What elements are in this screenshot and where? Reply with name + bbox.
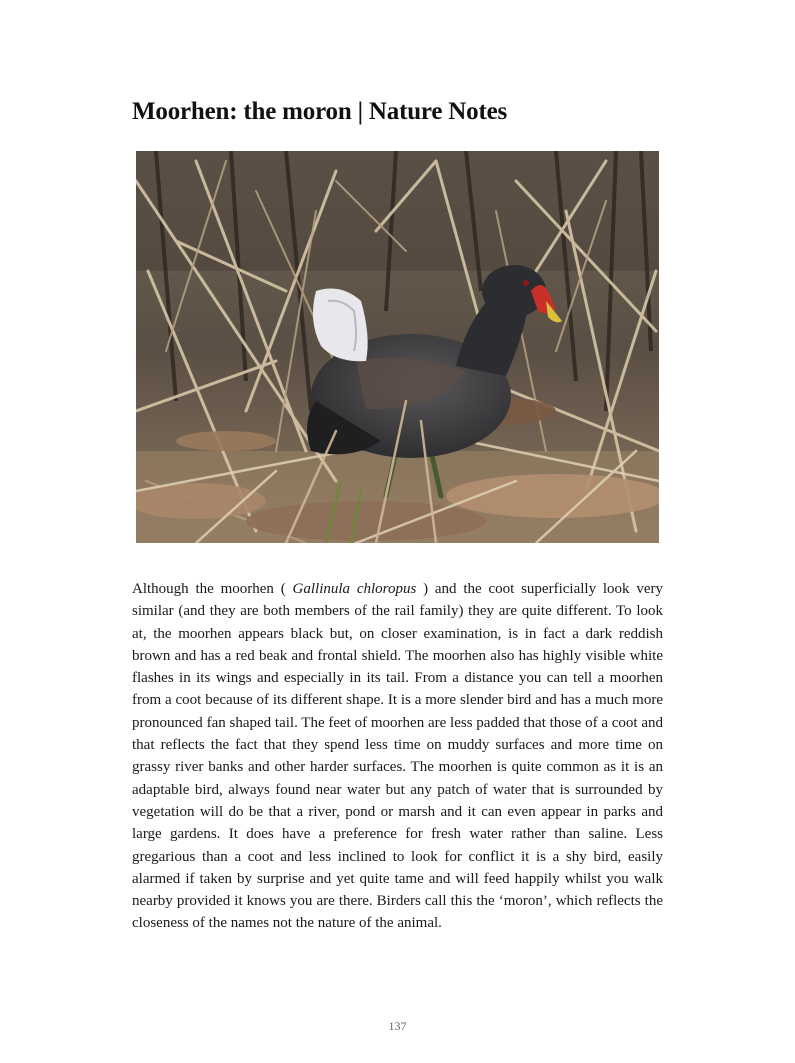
species-name: Gallinula chloropus <box>292 581 417 597</box>
article-paragraph <box>132 578 663 935</box>
paragraph-body: ) and the coot superficially look very similar (and they are both members of the rail family) they are quite different. To look at, the moorhen appears black but, on closer examination, is in fact a dark reddish brown and has a red beak and frontal shield. The moorhen also has highly visible white flashes in its wings and especially in its tail. From a distance you can tell a moorhen from a coot because of its different shape. It is a more slender bird and has a much more pronounced fan shaped tail. The feet of moorhen are less padded that those of a coot and that reflects the fact that they spend less time on muddy surfaces and more time on grassy river banks and other harder surfaces. The moorhen is quite common as it is an adaptable bird, always found near water but any patch of water that is surrounded by vegetation will do be that a river, pond or marsh and it can even appear in parks and large gardens. It does have a preference for fresh water rather than saline. Less gregarious than a coot and less inclined to look for conflict it is a shy bird, easily alarmed if taken by surprise and yet quite tame and will feed happily whilst you walk nearby provided it knows you are there. Birders call this the ‘moron’, which reflects the closeness of the names not the nature of the animal. <box>132 581 663 932</box>
moorhen-photo <box>136 151 659 543</box>
page-number: 137 <box>388 1019 407 1033</box>
paragraph-intro: Although the moorhen ( <box>132 581 293 597</box>
page-title: Moorhen: the moron | Nature Notes <box>132 98 508 125</box>
moorhen-photo-illustration <box>136 151 659 543</box>
